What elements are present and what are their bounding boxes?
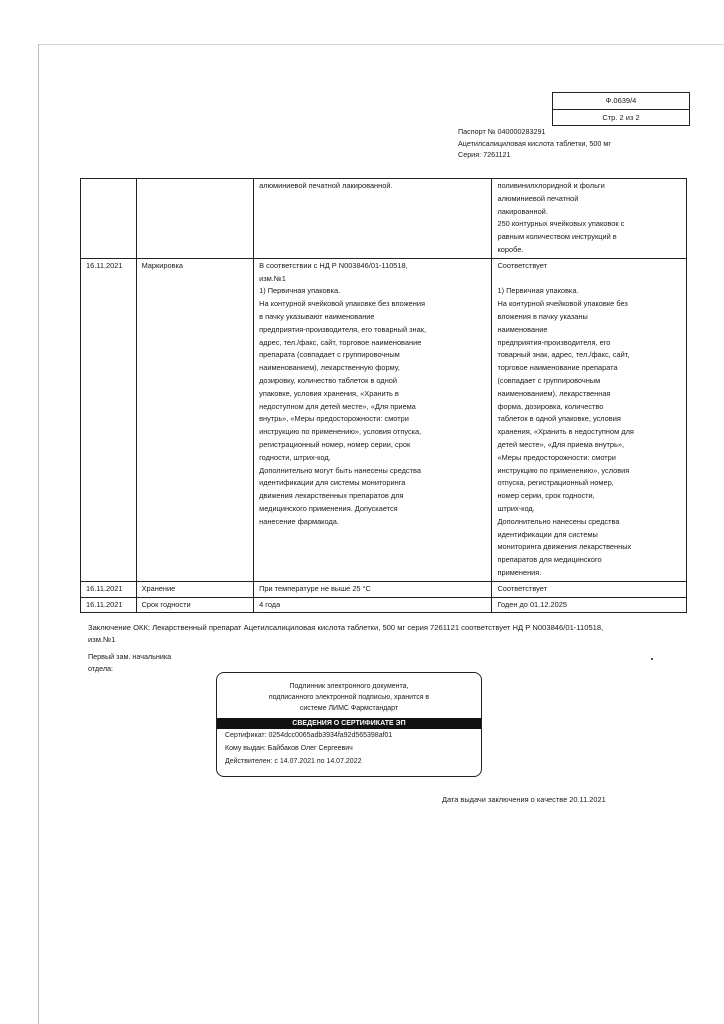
cell-date: 16.11.2021: [81, 581, 137, 597]
certificate-number: Сертификат: 0254dcc0065adb3934fa92d565398af01: [225, 732, 393, 739]
form-code: Ф.0639/4: [605, 96, 637, 105]
speck-mark: [651, 658, 653, 660]
product-name: Ацетилсалициловая кислота таблетки, 500 мг: [458, 138, 611, 148]
table-row: [81, 258, 687, 581]
table-row-continued: [81, 179, 687, 259]
signer-department: отдела:: [88, 663, 114, 673]
cell-requirement: алюминиевой печатной лакированной.: [254, 179, 492, 259]
e-signature-stamp: [216, 672, 482, 777]
test-results-table: [80, 178, 687, 613]
table-row: [81, 581, 687, 597]
cell-test-name: Хранение: [136, 581, 254, 597]
certificate-info-bar: СВЕДЕНИЯ О СЕРТИФИКАТЕ ЭП: [217, 718, 481, 729]
stamp-line-2: подписанного электронной подписью, хранится в: [268, 694, 430, 701]
cell-result: Соответствует: [492, 581, 687, 597]
stamp-line-3: системе ЛИМС Фармстандарт: [299, 705, 399, 712]
passport-number: Паспорт № 040000283291: [458, 127, 546, 136]
stamp-heading: [217, 673, 481, 714]
cell-result: Соответствует 1) Первичная упаковка. На контурной ячейковой упаковке без вложения в пачку указаны наименование предприятия-производителя, его товарный знак, адрес, тел./факс, сайт, торговое наименование препарата (совпадает с группировочным наименованием), лекарственная форма, дозировка, количество таблеток в одной упаковке, условия хранения, «Хранить в недоступном для детей месте», «Для приема внутрь», «Меры предосторожности: смотри инструкцию по применению», условия отпуска, регистрационный номер, номер серии, срок годности, штрих-код. Дополнительно нанесены средства идентификации для системы мониторинга движения лекарственных препаратов для медицинского применения.: [492, 258, 687, 581]
series-number: Серия: 7261121: [458, 150, 511, 159]
cell-requirement: В соответствии с НД Р N003846/01-110518, изм.№1 1) Первичная упаковка. На контурной ячейковой упаковке без вложения в пачку указывают наименование предприятия-производителя, его товарный знак, адрес, тел./факс, сайт, торговое наименование препарата (совпадает с группировочным наименованием), лекарственную форму, дозировку, количество таблеток в одной упаковке, условия хранения, «Хранить в недоступном для детей месте», «Для приема внутрь», «Меры предосторожности: смотри инструкцию по применению», условия отпуска, регистрационный номер, номер серии, срок годности, штрих-код. Дополнительно могут быть нанесены средства идентификации для системы мониторинга движения лекарственных препаратов для медицинского применения. Допускается нанесение фармакода.: [254, 258, 492, 581]
qc-conclusion: Заключение ОКК: Лекарственный препарат Ацетилсалициловая кислота таблетки, 500 мг серия 7261121 соответствует НД Р N003846/01-110518, изм.№1: [88, 623, 604, 644]
cell-requirement: При температуре не выше 25 °С: [254, 581, 492, 597]
table-row: [81, 597, 687, 613]
cell-test-name: Срок годности: [136, 597, 254, 613]
cell-result: Годен до 01.12.2025: [492, 597, 687, 613]
cell-date: [81, 179, 137, 259]
page-number: Стр. 2 из 2: [553, 109, 689, 126]
signer-block: [88, 651, 171, 674]
signer-title: Первый зам. начальника: [88, 652, 172, 661]
cell-test-name: Маркировка: [136, 258, 254, 581]
cell-date: 16.11.2021: [81, 258, 137, 581]
form-number-box: [552, 92, 690, 126]
issue-date: Дата выдачи заключения о качестве 20.11.2021: [442, 795, 606, 804]
cell-date: 16.11.2021: [81, 597, 137, 613]
cell-requirement: 4 года: [254, 597, 492, 613]
certificate-owner: Кому выдан: Байбаков Олег Сергеевич: [225, 745, 353, 752]
cell-result: поливинилхлоридной и фольги алюминиевой печатной лакированной. 250 контурных ячейковых упаковок с равным количеством инструкций в коробе.: [492, 179, 687, 259]
page-left-edge: [38, 44, 39, 1024]
certificate-validity: Действителен: с 14.07.2021 по 14.07.2022: [225, 758, 362, 765]
stamp-line-1: Подлинник электронного документа,: [289, 683, 409, 690]
passport-header: [458, 126, 611, 161]
cell-test-name: [136, 179, 254, 259]
page-top-edge: [38, 44, 724, 45]
